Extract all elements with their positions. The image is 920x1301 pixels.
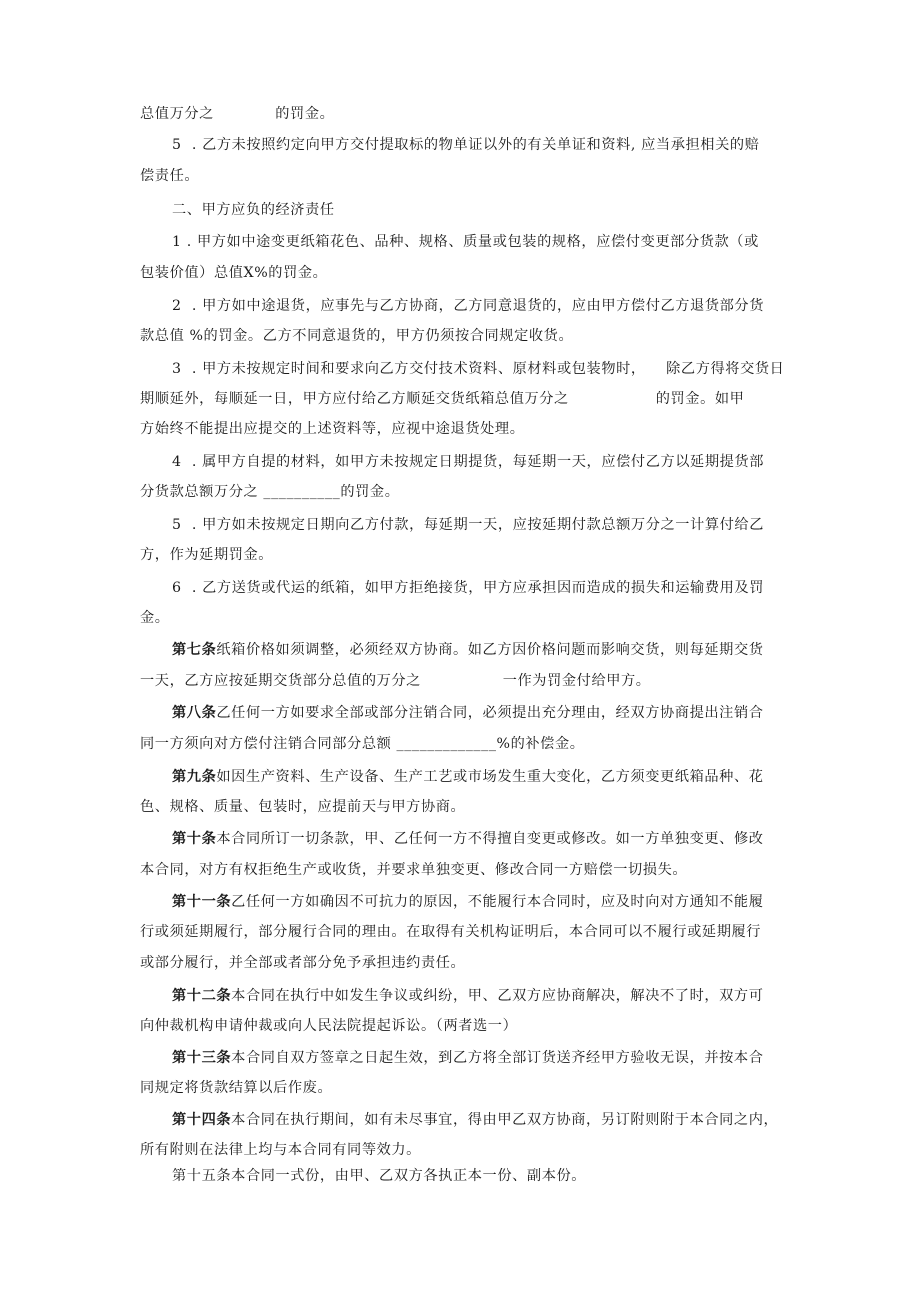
article-number: 第八条	[172, 705, 217, 721]
text-line	[172, 296, 920, 316]
line-text: 5 . 乙方未按照约定向甲方交付提取标的物单证以外的有关单证和资料, 应当承担相关的赔	[172, 137, 760, 153]
text-line	[140, 482, 920, 502]
line-text: 方，作为延期罚金。	[140, 547, 274, 563]
line-text: 方始终不能提出应提交的上述资料等，应视中途退货处理。	[140, 421, 525, 437]
text-line	[172, 767, 920, 787]
text-line	[172, 1048, 920, 1068]
line-text: 本合同所订一切条款，甲、乙任何一方不得擅自变更或修改。如一方单独变更、修改	[216, 831, 764, 847]
text-line	[140, 734, 920, 754]
line-text: 2 . 甲方如中途退货，应事先与乙方协商，乙方同意退货的，应由甲方偿付乙方退货部分货	[172, 298, 764, 314]
text-line	[172, 1110, 920, 1130]
line-text: 4 . 属甲方自提的材料，如甲方未按规定日期提货，每延期一天，应偿付乙方以延期提货部	[172, 454, 764, 470]
text-line	[140, 1078, 920, 1098]
line-text: 分货款总额万分之 __________的罚金。	[140, 484, 400, 500]
text-line	[172, 135, 920, 155]
line-text: 向仲裁机构申请仲裁或向人民法院提起诉讼。（两者选一）	[140, 1018, 518, 1034]
text-line	[140, 419, 920, 439]
line-text: 或部分履行，并全部或者部分免予承担违约责任。	[140, 955, 466, 971]
text-line	[140, 263, 920, 283]
text-line	[140, 104, 920, 124]
text-line	[172, 200, 920, 220]
line-text: 乙任何一方如要求全部或部分注销合同，必须提出充分理由，经双方协商提出注销合	[216, 705, 764, 721]
text-line	[172, 359, 920, 379]
text-line	[172, 452, 920, 472]
text-line	[172, 892, 920, 912]
line-text: 总值万分之 的罚金。	[140, 106, 335, 122]
line-text: 乙任何一方如确因不可抗力的原因，不能履行本合同时，应及时向对方通知不能履	[231, 894, 764, 910]
text-line	[140, 389, 920, 409]
line-text: 如因生产资料、生产设备、生产工艺或市场发生重大变化，乙方须变更纸箱品种、花	[216, 769, 764, 785]
text-line	[172, 1166, 920, 1186]
line-text: 6 . 乙方送货或代运的纸箱，如甲方拒绝接货，甲方应承担因而造成的损失和运输费用及罚	[172, 580, 764, 596]
line-text: 本合同在执行期间，如有未尽事宜，得由甲乙双方协商，另订附则附于本合同之内，	[231, 1112, 779, 1128]
text-line	[140, 326, 920, 346]
text-line	[172, 986, 920, 1006]
line-text: 纸箱价格如须调整，必须经双方协商。如乙方因价格问题而影响交货，则每延期交货	[216, 642, 764, 658]
article-number: 第九条	[172, 769, 217, 785]
line-text: 1 . 甲方如中途变更纸箱花色、品种、规格、质量或包装的规格，应偿付变更部分货款（或	[172, 234, 759, 250]
line-text: 所有附则在法律上均与本合同有同等效力。	[140, 1142, 421, 1158]
line-text: 款总值 %的罚金。乙方不同意退货的，甲方仍须按合同规定收货。	[140, 328, 574, 344]
line-text: 期顺延外，每顺延一日，甲方应付给乙方顺延交货纸箱总值万分之 的罚金。如甲	[140, 391, 745, 407]
text-line	[140, 608, 920, 628]
text-line	[140, 1016, 920, 1036]
article-number: 第十二条	[172, 988, 232, 1004]
line-text: 3 . 甲方未按规定时间和要求向乙方交付技术资料、原材料或包装物时， 除乙方得将交货日	[172, 361, 785, 377]
article-number: 第十四条	[172, 1112, 232, 1128]
line-text: 行或须延期履行，部分履行合同的理由。在取得有关机构证明后，本合同可以不履行或延期履行	[140, 924, 762, 940]
text-line	[140, 922, 920, 942]
article-number: 第十条	[172, 831, 217, 847]
line-text: 一天，乙方应按延期交货部分总值的万分之 一作为罚金付给甲方。	[140, 673, 651, 689]
text-line	[140, 545, 920, 565]
article-number: 第十三条	[172, 1050, 232, 1066]
line-text: 二、甲方应负的经济责任	[172, 202, 335, 218]
line-text: 同一方须向对方偿付注销合同部分总额 _____________%的补偿金。	[140, 736, 585, 752]
text-line	[140, 797, 920, 817]
text-line	[172, 829, 920, 849]
text-line	[172, 703, 920, 723]
text-line	[172, 578, 920, 598]
line-text: 本合同在执行中如发生争议或纠纷，甲、乙双方应协商解决，解决不了时，双方可	[231, 988, 764, 1004]
line-text: 金。	[140, 610, 170, 626]
line-text: 本合同，对方有权拒绝生产或收货，并要求单独变更、修改合同一方赔偿一切损失。	[140, 862, 688, 878]
line-text: 5 . 甲方如未按规定日期向乙方付款，每延期一天，应按延期付款总额万分之一计算付给乙	[172, 517, 764, 533]
line-text: 色、规格、质量、包装时，应提前天与甲方协商。	[140, 799, 466, 815]
text-line	[140, 1140, 920, 1160]
text-line	[140, 860, 920, 880]
article-number: 第十一条	[172, 894, 232, 910]
text-line	[172, 232, 920, 252]
line-text: 同规定将货款结算以后作废。	[140, 1080, 333, 1096]
line-text: 本合同自双方签章之日起生效，到乙方将全部订货送齐经甲方验收无误，并按本合	[231, 1050, 764, 1066]
text-line	[140, 953, 920, 973]
text-line	[172, 640, 920, 660]
text-line	[140, 671, 920, 691]
line-text: 包装价值）总值X%的罚金。	[140, 265, 328, 281]
line-text: 偿责任。	[140, 168, 200, 184]
article-number: 第七条	[172, 642, 217, 658]
text-line	[172, 515, 920, 535]
text-line	[140, 166, 920, 186]
line-text: 第十五条本合同一式份，由甲、乙双方各执正本一份、副本份。	[172, 1168, 587, 1184]
